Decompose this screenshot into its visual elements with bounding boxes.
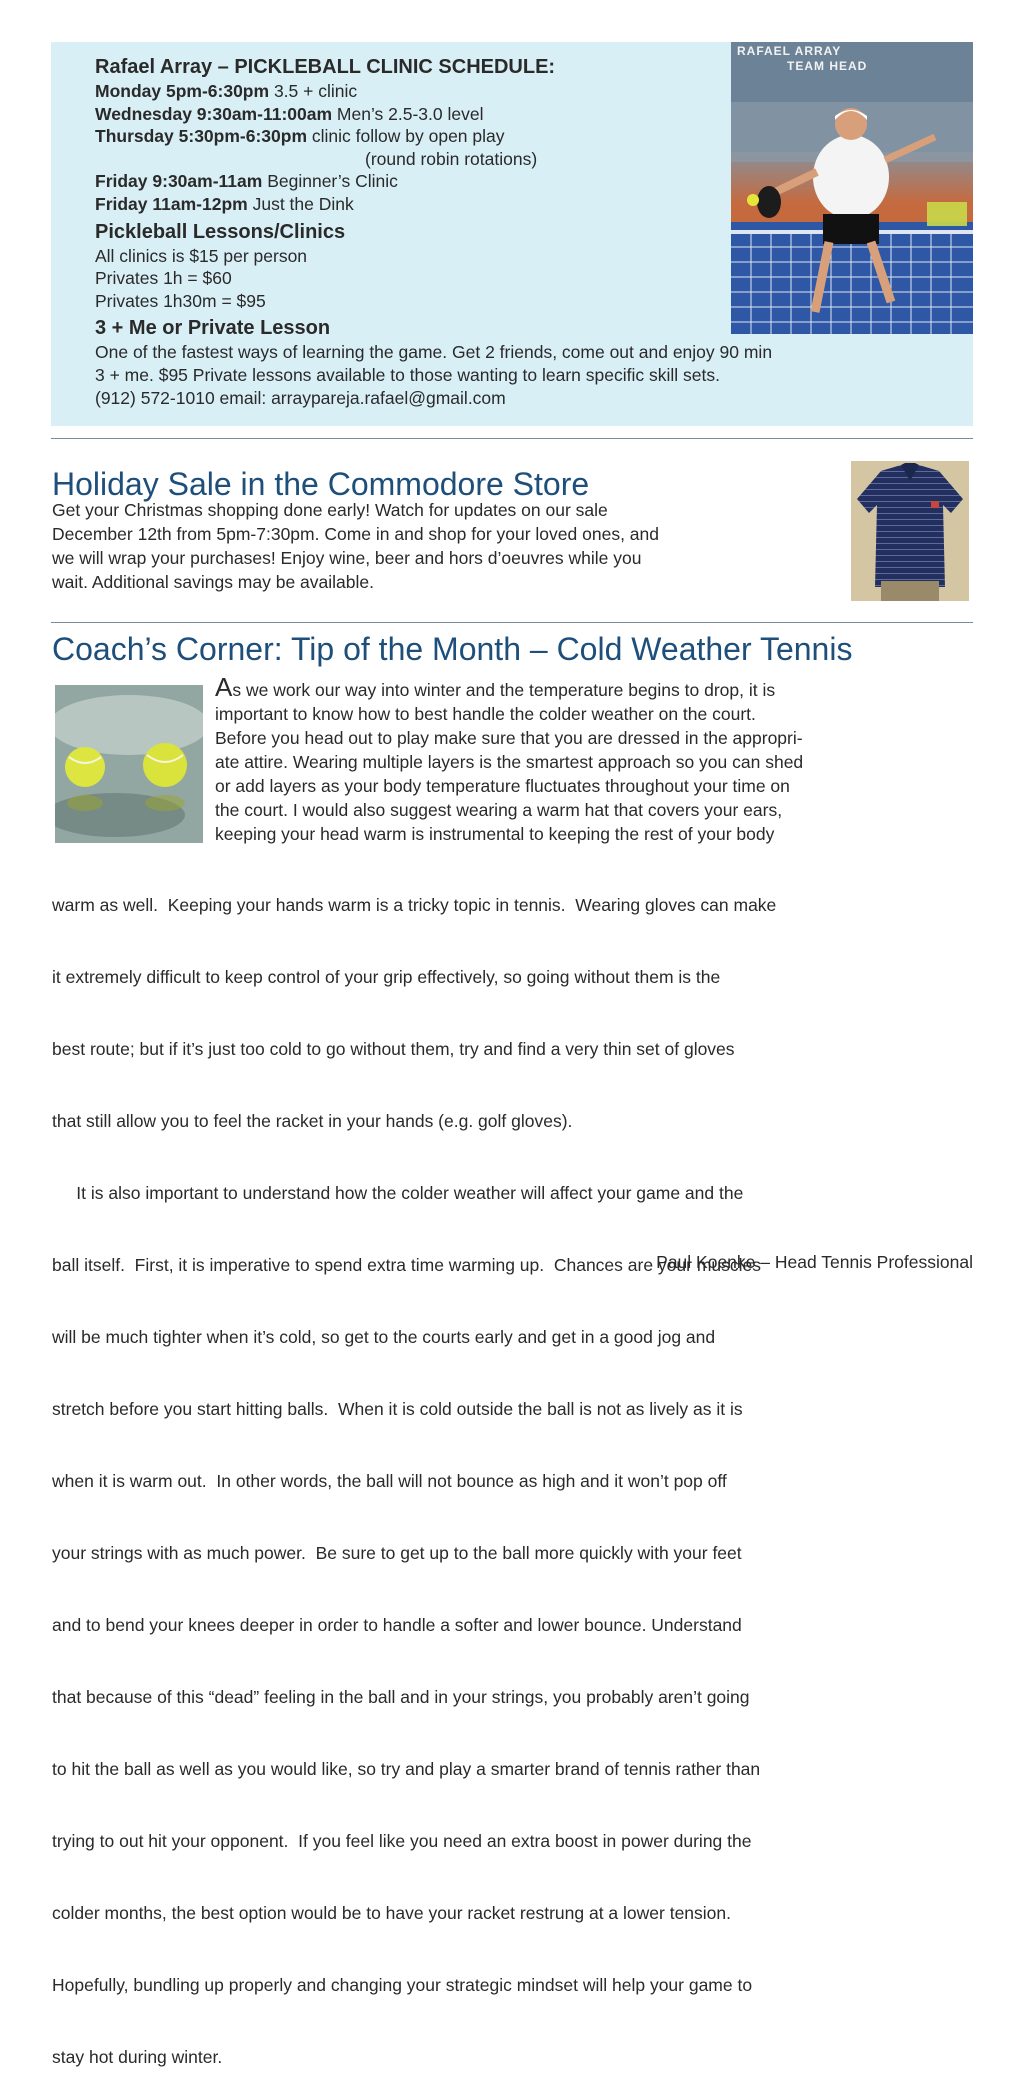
holiday-line: we will wrap your purchases! Enjoy wine, beer and hors d’oeuvres while you [52,548,642,568]
schedule-day: Friday 11am-12pm [95,193,248,214]
tennis-balls-photo [55,685,203,843]
coach-line: important to know how to best handle the colder weather on the court. [215,704,756,724]
section-divider [51,438,973,439]
schedule-desc: clinic follow by open play [311,126,505,147]
coach-line: or add layers as your body temperature fluctuates throughout your time on [215,776,790,796]
three-me-line: 3 + me. $95 Private lessons available to those wanting to learn specific skill sets. [95,364,720,385]
coach-line: it extremely difficult to keep control of your grip effectively, so going without them is the [52,967,721,987]
clinic-title: Rafael Array – PICKLEBALL CLINIC SCHEDULE: [95,56,556,78]
shirt-photo [851,461,969,601]
tennis-balls-illustration [55,685,203,843]
coach-line: colder months, the best option would be to have your racket restrung at a lower tension. [52,1903,731,1923]
schedule-day: Monday 5pm-6:30pm [95,81,270,101]
holiday-line: wait. Additional savings may be available. [52,572,374,592]
coach-line: when it is warm out. In other words, the ball will not bounce as high and it won’t pop off [52,1471,727,1491]
lessons-title: Pickleball Lessons/Clinics [95,220,346,243]
holiday-text [52,498,659,594]
coach-line: that still allow you to feel the racket in your hands (e.g. golf gloves). [52,1111,573,1131]
schedule-desc: (round robin rotations) [365,148,538,169]
schedule-day: Wednesday 9:30am-11:00am [95,103,333,124]
coach-line: Hopefully, bundling up properly and changing your strategic mindset will help your game to [52,1975,753,1995]
schedule-desc: Men’s 2.5-3.0 level [336,103,484,124]
schedule-desc: Just the Dink [252,193,354,214]
coach-line: best route; but if it’s just too cold to go without them, try and find a very thin set of gloves [52,1039,735,1059]
coach-line: and to bend your knees deeper in order to handle a softer and lower bounce. Understand [52,1615,742,1635]
schedule-day: Friday 9:30am-11am [95,171,263,192]
coach-line: ate attire. Wearing multiple layers is the smartest approach so you can shed [215,752,804,772]
schedule-desc: 3.5 + clinic [273,81,358,101]
coach-line: warm as well. Keeping your hands warm is a tricky topic in tennis. Wearing gloves can make [52,895,777,915]
signature: Paul Koenke – Head Tennis Professional [656,1252,973,1272]
three-me-line: (912) 572-1010 email: arraypareja.rafael@gmail.com [95,387,506,408]
coach-line: stretch before you start hitting balls. When it is cold outside the ball is not as lively as it is [52,1399,743,1419]
three-me-line: One of the fastest ways of learning the game. Get 2 friends, come out and enjoy 90 min [95,342,773,363]
schedule-desc: Beginner’s Clinic [267,171,398,192]
player-illustration [731,42,973,334]
coach-line: your strings with as much power. Be sure to get up to the ball more quickly with your feet [52,1543,742,1563]
section-divider [51,622,973,623]
coach-line: that because of this “dead” feeling in the ball and in your strings, you probably aren’t going [52,1687,750,1707]
photo-caption: TEAM HEAD [787,59,868,73]
coach-title: Coach’s Corner: Tip of the Month – Cold Weather Tennis [52,631,853,667]
coach-line [215,672,803,702]
coach-body-text [52,845,776,2093]
holiday-title: Holiday Sale in the Commodore Store [52,466,590,502]
lesson-line: Privates 1h30m = $95 [95,290,266,311]
holiday-line: Get your Christmas shopping done early! Watch for updates on our sale [52,500,608,520]
coach-line: Before you head out to play make sure that you are dressed in the appropri- [215,728,803,748]
coach-line: It is also important to understand how the colder weather will affect your game and the [52,1183,744,1203]
coach-line: ball itself. First, it is imperative to spend extra time warming up. Chances are your muscles [52,1255,762,1275]
photo-caption: RAFAEL ARRAY [737,44,842,58]
player-photo [731,42,973,334]
lesson-line: All clinics is $15 per person [95,245,308,266]
three-me-title: 3 + Me or Private Lesson [95,317,331,340]
drop-cap: A [215,672,233,702]
lesson-line: Privates 1h = $60 [95,268,232,289]
coach-first-line: s we work our way into winter and the temperature begins to drop, it is [232,680,776,700]
coach-line: to hit the ball as well as you would like, so try and play a smarter brand of tennis rather than [52,1759,761,1779]
coach-line: the court. I would also suggest wearing a warm hat that covers your ears, [215,800,783,820]
coach-line: stay hot during winter. [52,2047,223,2067]
coach-line: trying to out hit your opponent. If you feel like you need an extra boost in power during the [52,1831,752,1851]
coach-line: will be much tighter when it’s cold, so get to the courts early and get in a good jog and [52,1327,716,1347]
schedule-day: Thursday 5:30pm-6:30pm [95,126,308,147]
coach-wrap-text [215,672,804,846]
holiday-line: December 12th from 5pm-7:30pm. Come in and shop for your loved ones, and [52,524,659,544]
polo-shirt-illustration [851,461,969,601]
coach-line: keeping your head warm is instrumental to keeping the rest of your body [215,824,775,844]
